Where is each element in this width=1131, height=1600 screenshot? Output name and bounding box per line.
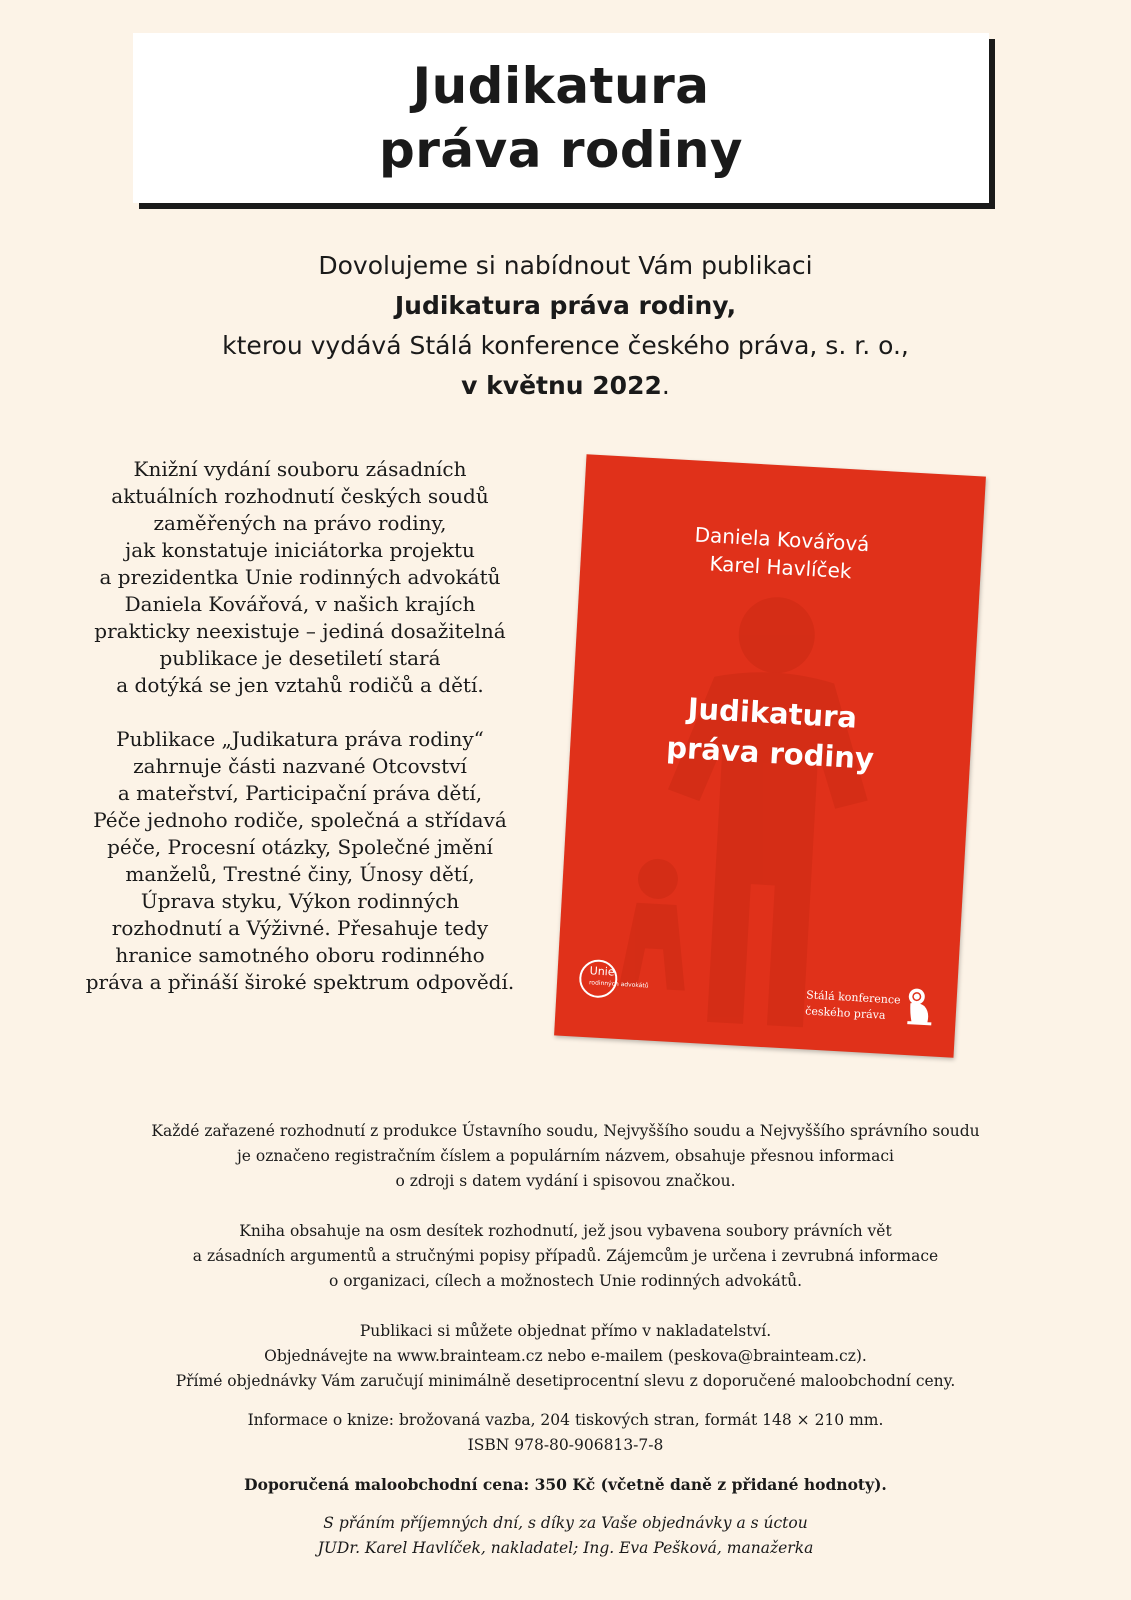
text-line: publikace je desetiletí stará [159,646,441,670]
price-info: Doporučená maloobchodní cena: 350 Kč (včetně daně z přidané hodnoty). [244,1475,887,1494]
description-paragraph-1 [80,456,520,699]
logo-subtitle: rodinných advokátů [588,979,649,990]
text-line: Přímé objednávky Vám zaručují minimálně desetiprocentní slevu z doporučené maloobchodní ceny. [175,1372,956,1390]
cover-title-line: práva rodiny [665,730,875,776]
isbn: ISBN 978-80-906813-7-8 [467,1436,664,1454]
publisher-line: českého práva [804,1004,886,1022]
description-paragraph-2 [80,726,520,996]
text-line: zaměřených na právo rodiny, [153,511,447,535]
closing-signature [60,1511,1071,1561]
details-section [60,1119,1071,1561]
text-line: Úprava styku, Výkon rodinných [140,889,460,913]
intro-book-title: Judikatura práva rodiny, [394,291,737,320]
text-line: Informace o knize: brožovaná vazba, 204 tiskových stran, formát 148 × 210 mm. [247,1411,884,1429]
text-line: o organizaci, cílech a možnostech Unie rodinných advokátů. [328,1272,803,1290]
text-line: a mateřství, Participační práva dětí, [117,781,483,805]
text-line: Každé zařazené rozhodnutí z produkce Ústavního soudu, Nejvyššího soudu a Nejvyššího správního soudu [151,1122,980,1140]
cover-author: Karel Havlíček [708,551,853,584]
text-line: hranice samotného oboru rodinného [115,943,485,967]
text-line: aktuálních rozhodnutí českých soudů [111,484,489,508]
text-line: a dotýká se jen vztahů rodičů a dětí. [116,673,484,697]
text-line: péče, Procesní otázky, Společné jmění [107,835,493,859]
text-line: Péče jednoho rodiče, společná a střídavá [93,808,507,832]
cover-title-line: Judikatura [686,691,858,735]
text-line: Daniela Kovářová, v našich krajích [124,592,476,616]
details-block-1 [60,1119,1071,1194]
order-info [60,1319,1071,1394]
intro-line: Dovolujeme si nabídnout Vám publikaci [318,251,813,280]
intro-date-bold: v květnu 2022 [461,371,662,400]
text-line: rozhodnutí a Výživné. Přesahuje tedy [111,916,489,940]
intro-block [0,246,1131,406]
book-cover [554,454,986,1057]
text-line: Knižní vydání souboru zásadních [133,457,467,481]
text-line: JUDr. Karel Havlíček, nakladatel; Ing. Eva Pešková, manažerka [317,1539,814,1557]
text-line: prakticky neexistuje – jediná dosažitelná [94,619,506,643]
cover-publisher [805,987,901,1024]
text-line: S přáním příjemných dní, s díky za Vaše objednávky a s úctou [323,1514,808,1532]
lion-icon [903,987,935,1027]
text-line: o zdroji s datem vydání i spisovou značkou. [395,1172,736,1190]
page-title-line2: práva rodiny [378,121,744,179]
intro-date-end: . [661,371,670,400]
text-line: Objednávejte na www.brainteam.cz nebo e-mailem (peskova@brainteam.cz). [264,1347,867,1365]
text-line: a prezidentka Unie rodinných advokátů [99,565,501,589]
text-line: a zásadních argumentů a stručnými popisy případů. Zájemcům je určena i zevrubná informace [192,1247,939,1265]
text-line: práva a přináší široké spektrum odpovědí. [85,970,515,994]
text-line: Kniha obsahuje na osm desítek rozhodnutí, jež jsou vybavena soubory právních vět [239,1222,892,1240]
description-column [80,456,520,996]
intro-line: kterou vydává Stálá konference českého práva, s. r. o., [222,331,909,360]
publisher-line: Stálá konference [805,988,901,1007]
text-line: Publikace „Judikatura práva rodiny“ [116,727,484,751]
union-logo-icon [578,959,680,1005]
book-info [60,1408,1071,1458]
text-line: Publikaci si můžete objednat přímo v nakladatelství. [359,1322,772,1340]
page-title-line1: Judikatura [412,57,710,115]
details-block-2 [60,1219,1071,1294]
text-line: jak konstatuje iniciátorka projektu [125,538,475,562]
text-line: manželů, Trestné činy, Únosy dětí, [125,862,475,886]
text-line: zahrnuje části nazvané Otcovství [133,754,467,778]
intro-date [0,366,1131,406]
title-box [133,33,989,203]
text-line: je označeno registračním číslem a populárním názvem, obsahuje přesnou informaci [237,1147,894,1165]
logo-word: Unie [589,964,615,979]
cover-author: Daniela Kovářová [694,522,871,557]
